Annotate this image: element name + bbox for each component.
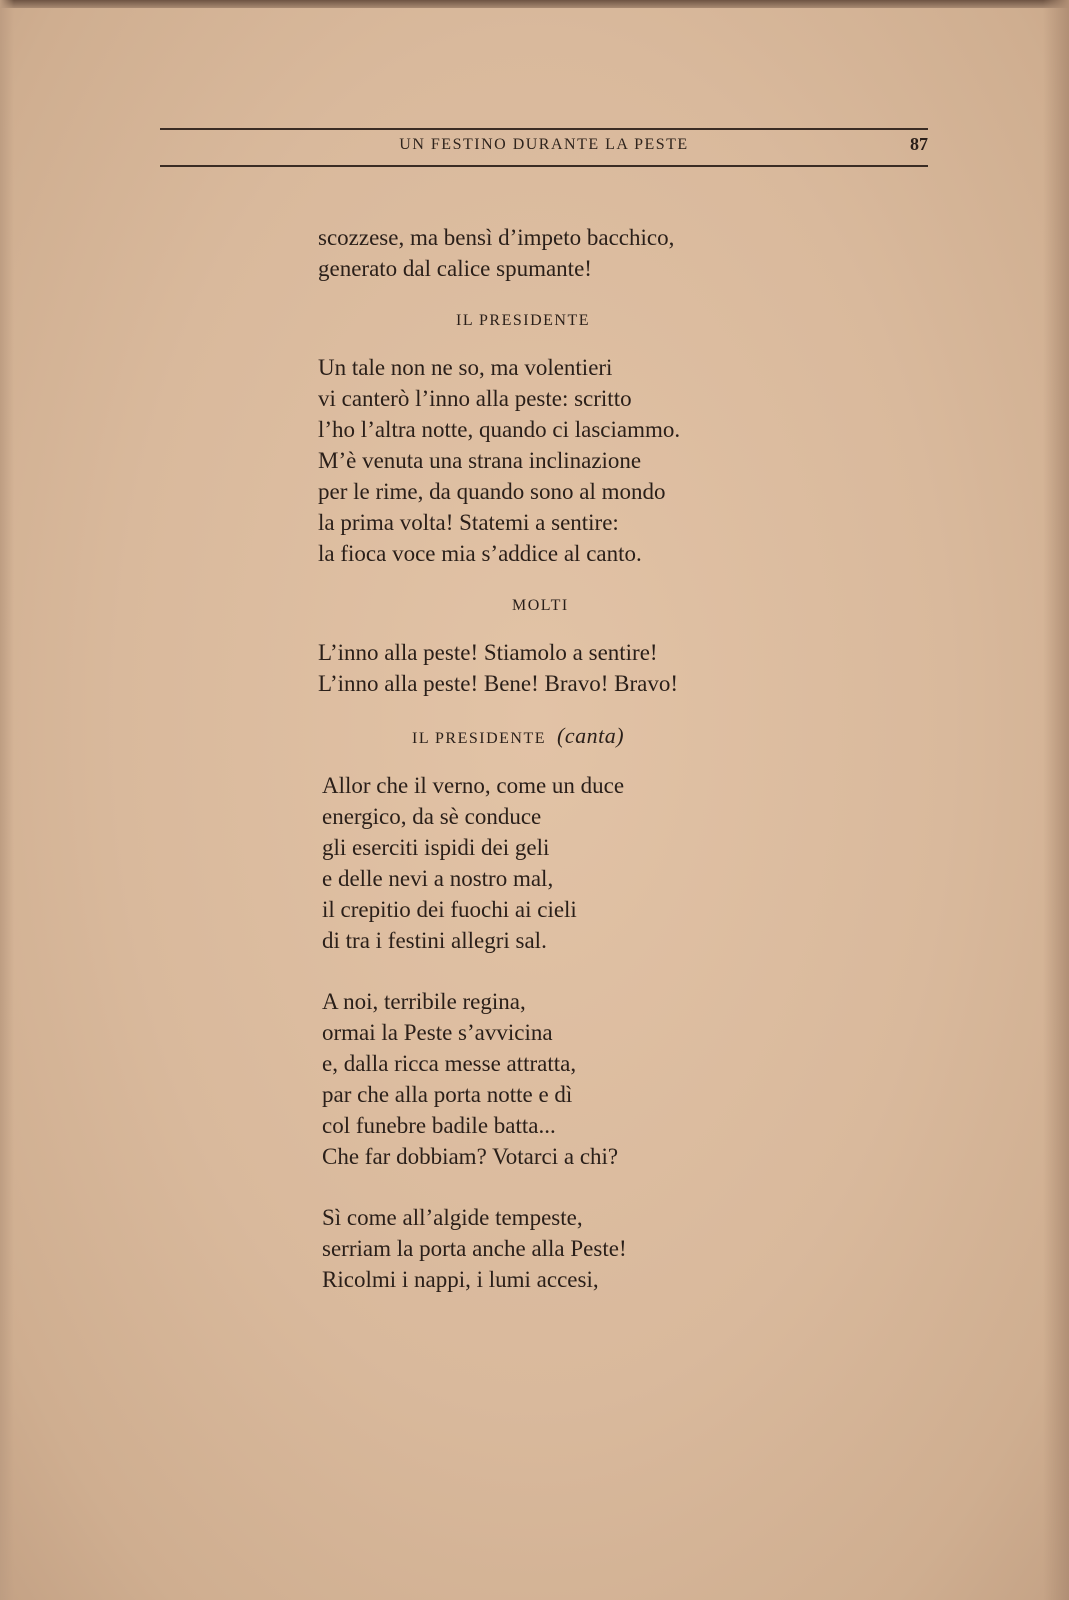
speaker-label: IL PRESIDENTE <box>456 312 591 329</box>
header-rule-bottom <box>160 165 928 167</box>
verse-line: L’inno alla peste! Stiamolo a sentire! <box>318 640 658 665</box>
verse-line: M’è venuta una strana inclinazione <box>318 448 642 473</box>
verse-line: il crepitio dei fuochi ai cieli <box>322 897 577 922</box>
speaker-label-with-direction <box>412 725 878 750</box>
verse-line: par che alla porta notte e dì <box>322 1082 573 1107</box>
verse-line: la fioca voce mia s’addice al canto. <box>318 541 642 566</box>
verse-line: Allor che il verno, come un duce <box>322 773 625 798</box>
stage-direction: (canta) <box>557 723 625 748</box>
poem-text <box>318 222 878 1295</box>
verse-line: per le rime, da quando sono al mondo <box>318 479 666 504</box>
page-top-edge <box>0 0 1069 8</box>
verse-line: serriam la porta anche alla Peste! <box>322 1236 627 1261</box>
verse-line: Che far dobbiam? Votarci a chi? <box>322 1144 619 1169</box>
verse-line: col funebre badile batta... <box>322 1113 556 1138</box>
page-number: 87 <box>910 134 928 154</box>
verse-line: la prima volta! Statemi a sentire: <box>318 510 619 535</box>
verse-line: Sì come all’algide tempeste, <box>322 1205 583 1230</box>
verse-line: scozzese, ma bensì d’impeto bacchico, <box>318 225 675 250</box>
verse-line: Un tale non ne so, ma volentieri <box>318 355 613 380</box>
song-stanza <box>318 986 878 1172</box>
verse-line: generato dal calice spumante! <box>318 256 592 281</box>
verse-line: gli eserciti ispidi dei geli <box>322 835 550 860</box>
song-stanza <box>318 770 878 956</box>
verse-line: A noi, terribile regina, <box>322 989 526 1014</box>
page-right-edge <box>1043 0 1069 1600</box>
verse-line: vi canterò l’inno alla peste: scritto <box>318 386 632 411</box>
running-title: UN FESTINO DURANTE LA PESTE <box>399 136 689 153</box>
verse-line: L’inno alla peste! Bene! Bravo! Bravo! <box>318 671 679 696</box>
verse-line: ormai la Peste s’avvicina <box>322 1020 553 1045</box>
verse-line: l’ho l’altra notte, quando ci lasciammo. <box>318 417 681 442</box>
verse-line: Ricolmi i nappi, i lumi accesi, <box>322 1267 599 1292</box>
header-rule-top <box>160 128 928 130</box>
verse-line: e delle nevi a nostro mal, <box>322 866 554 891</box>
running-head <box>160 136 928 160</box>
page-left-edge <box>0 0 14 1600</box>
speaker-name: IL PRESIDENTE <box>412 730 547 747</box>
verse-line: di tra i festini allegri sal. <box>322 928 547 953</box>
verse-line: energico, da sè conduce <box>322 804 542 829</box>
song-stanza <box>318 1202 878 1295</box>
verse-line: e, dalla ricca messe attratta, <box>322 1051 577 1076</box>
speaker-label: MOLTI <box>512 597 569 614</box>
